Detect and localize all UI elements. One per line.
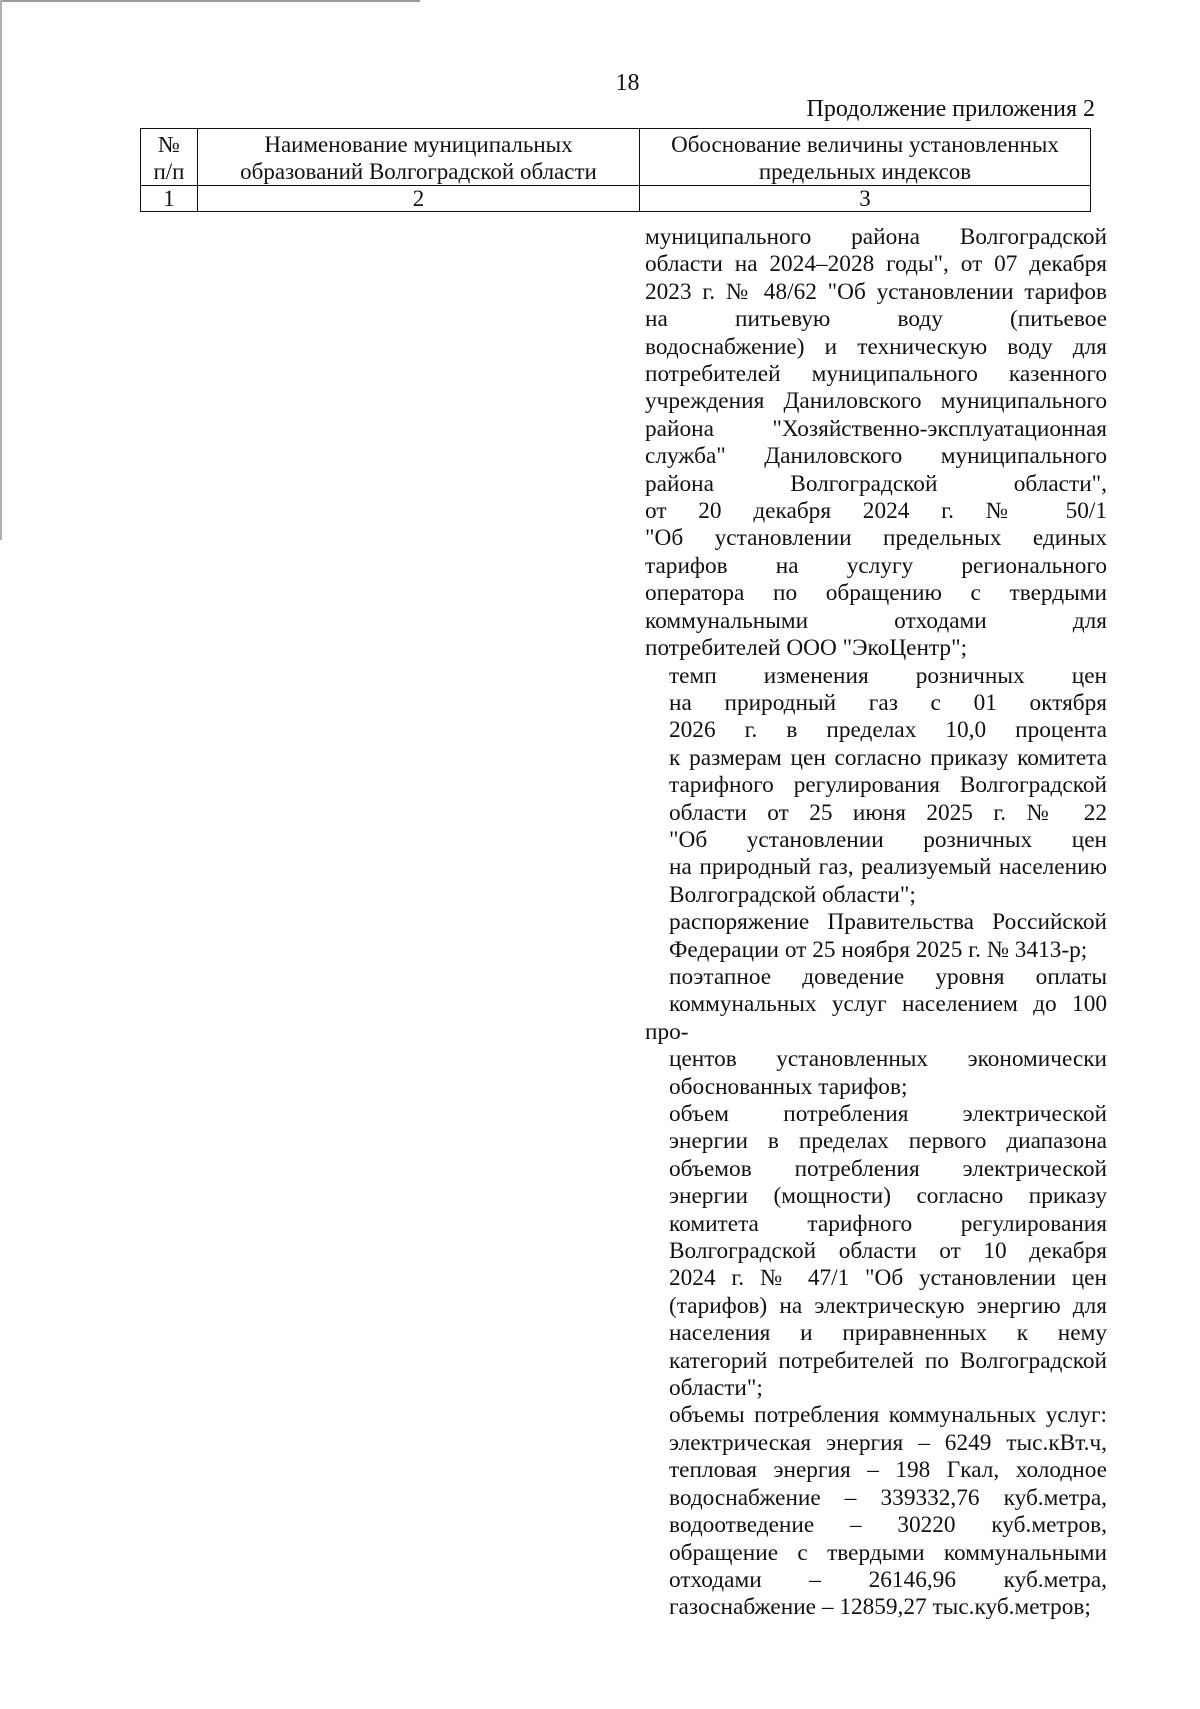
paragraph — [645, 663, 1107, 910]
text-line: водоотведение – 30220 куб.метров, — [669, 1512, 1107, 1539]
header-cell-justification-line: Обоснование величины установленных — [671, 132, 1059, 157]
header-cell-name-line: Наименование муниципальных — [264, 132, 573, 157]
continuation-label: Продолжение приложения 2 — [806, 96, 1095, 122]
text-line: объем потребления электрической — [669, 1101, 1107, 1127]
text-line: на природный газ с 01 октября — [669, 689, 1107, 716]
text-line: центов установленных экономически — [669, 1046, 1107, 1073]
text-line: поэтапное доведение уровня оплаты — [669, 963, 1107, 990]
text-line: к размерам цен согласно приказу комитета — [669, 744, 1107, 771]
header-cell-number — [141, 129, 198, 186]
text-line: обращение с твердыми коммунальными — [669, 1539, 1107, 1566]
text-line: Федерации от 25 ноября 2025 г. № 3413-р; — [669, 936, 1088, 963]
text-line: объемов потребления электрической — [669, 1155, 1107, 1182]
text-line: тарифного регулирования Волгоградской — [669, 772, 1107, 799]
text-line: области на 2024–2028 годы", от 07 декабря — [645, 251, 1107, 278]
text-line: от 20 декабря 2024 г. № 50/1 — [645, 498, 1107, 525]
header-row — [141, 129, 1091, 186]
table-header — [140, 128, 1091, 212]
header-cell-justification-line: предельных индексов — [758, 159, 972, 184]
text-line: на питьевую воду (питьевое — [645, 306, 1107, 333]
paragraph — [645, 1402, 1107, 1621]
text-line: учреждения Даниловского муниципального — [645, 388, 1107, 415]
header-cell-justification — [640, 129, 1091, 186]
text-line: водоснабжение) и техническую воду для — [645, 333, 1107, 360]
text-line: служба" Даниловского муниципального — [645, 443, 1107, 470]
text-line: на природный газ, реализуемый населению — [669, 854, 1107, 881]
column-number: 3 — [640, 186, 1091, 212]
text-line: отходами – 26146,96 куб.метра, — [669, 1566, 1107, 1593]
text-line: газоснабжение – 12859,27 тыс.куб.метров; — [669, 1594, 1091, 1621]
paragraph — [645, 909, 1107, 964]
paragraph — [645, 964, 1107, 1101]
text-line: области"; — [669, 1375, 763, 1402]
text-line: "Об установлении предельных единых — [645, 525, 1107, 552]
text-line: темп изменения розничных цен — [669, 662, 1107, 689]
text-line: обоснованных тарифов; — [669, 1073, 908, 1100]
text-line: оператора по обращению с твердыми — [645, 580, 1107, 607]
scan-edge-top — [0, 0, 420, 2]
header-cell-number-line: № — [158, 132, 180, 157]
column-number-row — [141, 186, 1091, 212]
column-number: 1 — [141, 186, 198, 212]
text-line: распоряжение Правительства Российской — [669, 909, 1107, 936]
text-line: муниципального района Волгоградской — [645, 224, 1107, 250]
text-line: потребителей ООО "ЭкоЦентр"; — [645, 635, 968, 662]
text-line: категорий потребителей по Волгоградской — [669, 1347, 1107, 1374]
paragraph — [645, 224, 1107, 663]
text-line: энергии (мощности) согласно приказу — [669, 1183, 1107, 1210]
text-line: населения и приравненных к нему — [669, 1320, 1107, 1347]
column-number: 2 — [198, 186, 640, 212]
text-line: коммунальных услуг населением до 100 про- — [645, 991, 1107, 1045]
paragraph — [645, 1101, 1107, 1402]
text-line: района Волгоградской области", — [645, 470, 1107, 497]
text-line: коммунальными отходами для — [645, 607, 1107, 634]
text-line: 2026 г. в пределах 10,0 процента — [669, 717, 1107, 744]
text-line: тепловая энергия – 198 Гкал, холодное — [669, 1457, 1107, 1484]
text-line: энергии в пределах первого диапазона — [669, 1128, 1107, 1155]
header-cell-name — [198, 129, 640, 186]
text-line: тарифов на услугу регионального — [645, 552, 1107, 579]
text-line: водоснабжение – 339332,76 куб.метра, — [669, 1484, 1107, 1511]
text-line: Волгоградской области"; — [669, 881, 916, 908]
text-line: комитета тарифного регулирования — [669, 1210, 1107, 1237]
header-cell-number-line: п/п — [153, 159, 185, 184]
text-line: потребителей муниципального казенного — [645, 361, 1107, 388]
text-line: 2024 г. № 47/1 "Об установлении цен — [669, 1265, 1107, 1292]
text-line: "Об установлении розничных цен — [669, 826, 1107, 853]
page-number: 18 — [615, 70, 640, 96]
text-line: электрическая энергия – 6249 тыс.кВт.ч, — [669, 1429, 1107, 1456]
text-line: области от 25 июня 2025 г. № 22 — [669, 799, 1107, 826]
header-cell-name-line: образований Волгоградской области — [240, 159, 597, 184]
text-line: (тарифов) на электрическую энергию для — [669, 1292, 1107, 1319]
text-line: объемы потребления коммунальных услуг: — [669, 1402, 1107, 1429]
text-line: 2023 г. № 48/62 "Об установлении тарифов — [645, 278, 1107, 305]
justification-text — [645, 224, 1107, 1622]
text-line: Волгоградской области от 10 декабря — [669, 1238, 1107, 1265]
text-line: района "Хозяйственно-эксплуатационная — [645, 415, 1107, 442]
